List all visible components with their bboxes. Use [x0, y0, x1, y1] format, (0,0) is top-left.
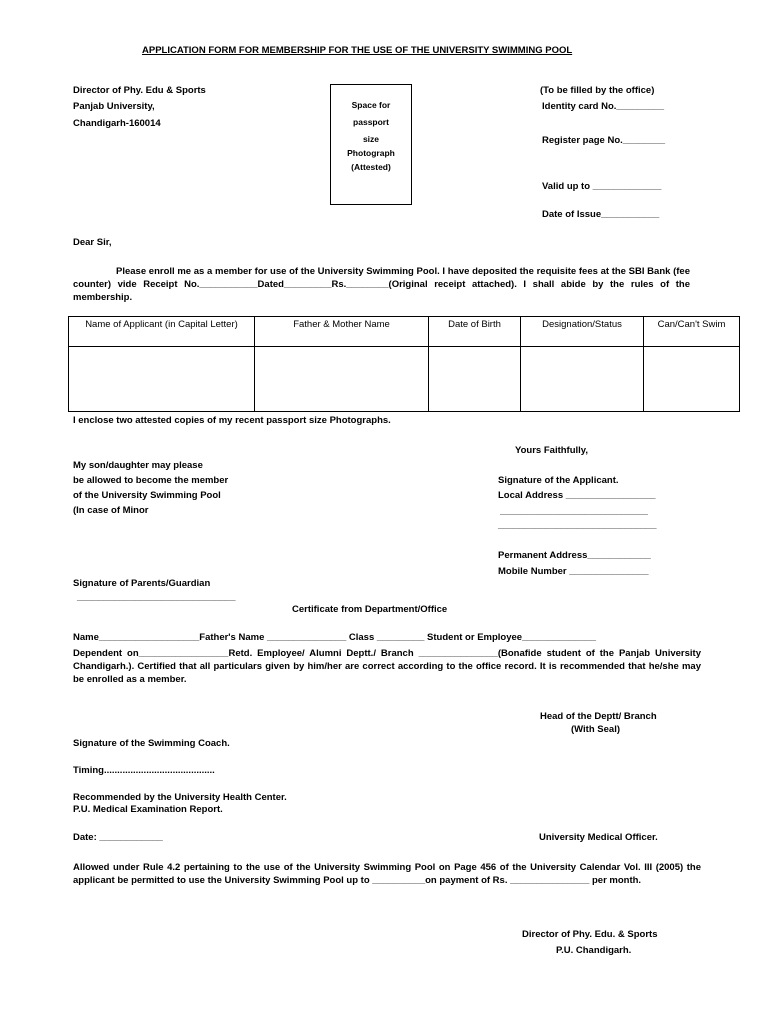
address-line: ____________________________	[500, 506, 648, 517]
table-cell[interactable]	[521, 347, 644, 412]
head-of-deptt: Head of the Deptt/ Branch	[540, 711, 657, 722]
minor-line: My son/daughter may please	[73, 460, 203, 471]
health-center-line: Recommended by the University Health Center.	[73, 792, 287, 803]
photo-box	[330, 84, 412, 205]
allowed-paragraph: Allowed under Rule 4.2 pertaining to the use of the University Swimming Pool on Page 456 of the University Calendar Vol. III (2005) the applicant be permitted to use the University Swimming Pool up to __________on payment of Rs. _______________ per month.	[73, 862, 701, 886]
addressee-line: Panjab University,	[73, 101, 155, 112]
request-paragraph: Please enroll me as a member for use of the University Swimming Pool. I have deposited the requisite fees at the SBI Bank (fee counter) vide Receipt No.___________Dated_________Rs.________(Original receipt attached). I shall abide by the rules of the membership.	[73, 266, 690, 303]
applicant-signature: Signature of the Applicant.	[498, 475, 619, 486]
with-seal: (With Seal)	[571, 724, 620, 735]
valid-up-to-field: Valid up to _____________	[542, 181, 662, 192]
minor-line: of the University Swimming Pool	[73, 490, 221, 501]
parents-signature: Signature of Parents/Guardian	[73, 578, 211, 589]
photo-box-text: Space for	[351, 100, 391, 110]
column-header: Name of Applicant (in Capital Letter)	[69, 317, 255, 347]
minor-line: be allowed to become the member	[73, 475, 229, 486]
table-cell[interactable]	[429, 347, 521, 412]
office-heading: (To be filled by the office)	[540, 85, 655, 96]
column-header: Can/Can't Swim	[644, 317, 740, 347]
address-line: ______________________________	[498, 520, 657, 531]
salutation: Dear Sir,	[73, 237, 112, 248]
medical-report-line: P.U. Medical Examination Report.	[73, 804, 223, 815]
table-row	[69, 347, 740, 412]
form-title: APPLICATION FORM FOR MEMBERSHIP FOR THE USE OF THE UNIVERSITY SWIMMING POOL	[142, 45, 573, 56]
timing-field: Timing..........................................	[73, 765, 215, 776]
mobile-number-field: Mobile Number _______________	[498, 566, 649, 577]
certificate-paragraph: Dependent on_________________Retd. Employee/ Alumni Deptt./ Branch _______________(Bonafide student of the Panjab University Chandigarh.). Certified that all particulars given by him/her are correct according to the office record. It is recommended that he/she may be enrolled as a member.	[73, 648, 701, 685]
photo-box-text: passport	[353, 117, 389, 127]
addressee-line: Chandigarh-160014	[73, 118, 161, 129]
parents-signature-line: ______________________________	[77, 592, 236, 603]
coach-signature: Signature of the Swimming Coach.	[73, 738, 230, 749]
identity-card-field: Identity card No._________	[542, 101, 664, 112]
photo-box-text: (Attested)	[351, 162, 391, 172]
photo-box-text: Photograph	[347, 148, 395, 158]
column-header: Date of Birth	[429, 317, 521, 347]
yours-faithfully: Yours Faithfully,	[515, 445, 589, 456]
table-cell[interactable]	[69, 347, 255, 412]
permanent-address-field: Permanent Address____________	[498, 550, 651, 561]
enclose-note: I enclose two attested copies of my recent passport size Photographs.	[73, 415, 391, 426]
applicant-table	[68, 316, 740, 412]
register-page-field: Register page No.________	[542, 135, 666, 146]
director-line: P.U. Chandigarh.	[556, 945, 632, 956]
column-header: Father & Mother Name	[255, 317, 429, 347]
certificate-name-line: Name___________________Father's Name _______________ Class _________ Student or Employee______________	[73, 632, 597, 643]
minor-line: (In case of Minor	[73, 505, 149, 516]
director-line: Director of Phy. Edu. & Sports	[522, 929, 658, 940]
addressee-line: Director of Phy. Edu & Sports	[73, 85, 206, 96]
table-cell[interactable]	[255, 347, 429, 412]
table-cell[interactable]	[644, 347, 740, 412]
column-header: Designation/Status	[521, 317, 644, 347]
photo-box-text: size	[362, 134, 380, 144]
local-address-field: Local Address _________________	[498, 490, 656, 501]
date-of-issue-field: Date of Issue___________	[542, 209, 660, 220]
certificate-heading: Certificate from Department/Office	[292, 604, 448, 615]
medical-officer: University Medical Officer.	[539, 832, 658, 843]
date-field: Date: ____________	[73, 832, 163, 843]
